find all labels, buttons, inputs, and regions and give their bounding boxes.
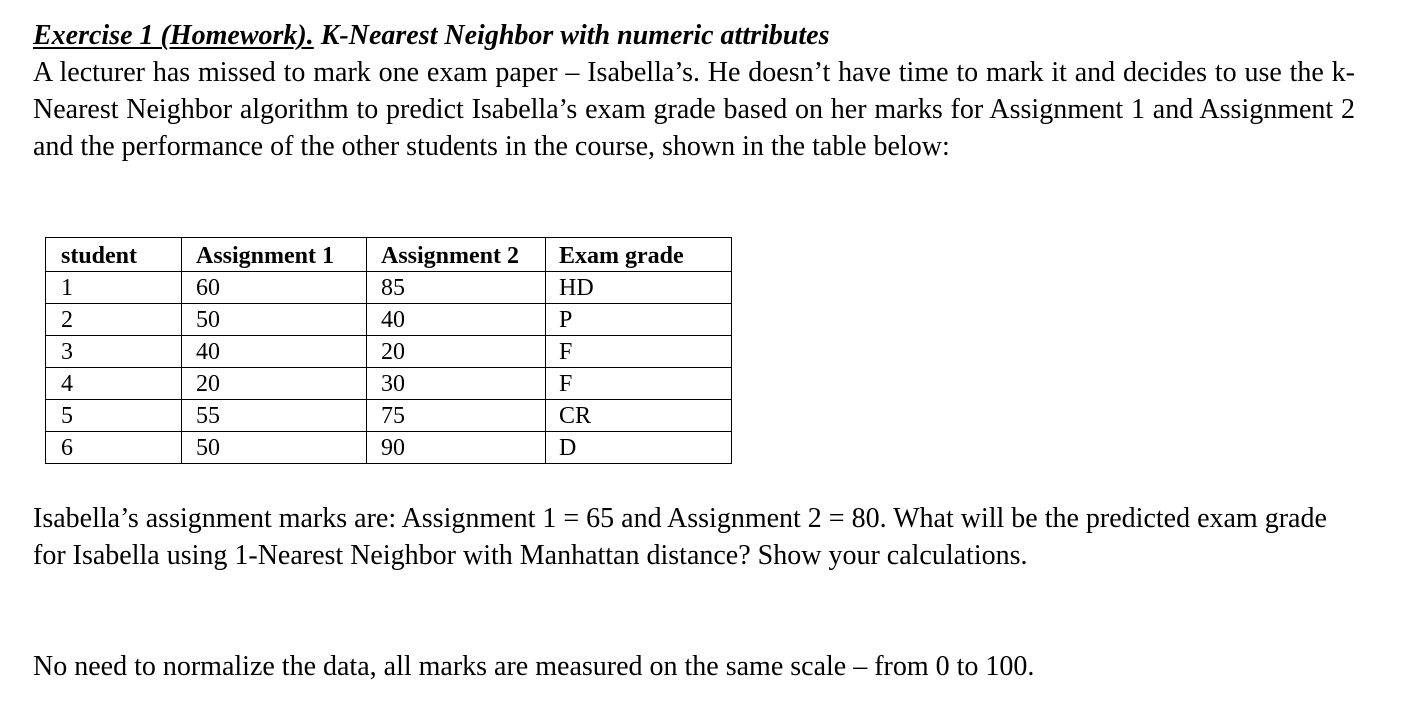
table-row xyxy=(46,304,732,336)
cell-student: 1 xyxy=(46,272,182,304)
table-row xyxy=(46,432,732,464)
cell-assignment-1: 50 xyxy=(182,304,367,336)
cell-exam-grade: F xyxy=(546,368,732,400)
cell-exam-grade: P xyxy=(546,304,732,336)
cell-assignment-2: 85 xyxy=(367,272,546,304)
cell-assignment-1: 20 xyxy=(182,368,367,400)
table-row xyxy=(46,368,732,400)
table-header-row xyxy=(46,238,732,272)
cell-assignment-2: 30 xyxy=(367,368,546,400)
intro-paragraph: A lecturer has missed to mark one exam paper – Isabella’s. He doesn’t have time to mark it and decides to use the k-Nearest Neighbor algorithm to predict Isabella’s exam grade based on her marks for Assignment 1 and Assignment 2 and the performance of the other students in the course, shown in the table below: xyxy=(33,57,1355,162)
cell-assignment-2: 40 xyxy=(367,304,546,336)
table-row xyxy=(46,336,732,368)
cell-assignment-2: 75 xyxy=(367,400,546,432)
cell-exam-grade: HD xyxy=(546,272,732,304)
cell-student: 3 xyxy=(46,336,182,368)
cell-assignment-1: 40 xyxy=(182,336,367,368)
column-header-student: student xyxy=(46,238,182,272)
cell-exam-grade: F xyxy=(546,336,732,368)
table-row xyxy=(46,272,732,304)
student-grades-table xyxy=(45,237,732,464)
note-paragraph: No need to normalize the data, all marks are measured on the same scale – from 0 to 100. xyxy=(33,651,1035,682)
cell-assignment-1: 55 xyxy=(182,400,367,432)
cell-assignment-2: 90 xyxy=(367,432,546,464)
column-header-assignment-2: Assignment 2 xyxy=(367,238,546,272)
cell-student: 6 xyxy=(46,432,182,464)
column-header-exam-grade: Exam grade xyxy=(546,238,732,272)
exercise-heading xyxy=(33,18,1355,54)
cell-assignment-2: 20 xyxy=(367,336,546,368)
question-paragraph: Isabella’s assignment marks are: Assignment 1 = 65 and Assignment 2 = 80. What will be the predicted exam grade for Isabella using 1-Nearest Neighbor with Manhattan distance? Show your calculations. xyxy=(33,503,1327,571)
exercise-title: K-Nearest Neighbor with numeric attributes xyxy=(313,20,830,51)
cell-exam-grade: CR xyxy=(546,400,732,432)
cell-student: 5 xyxy=(46,400,182,432)
cell-student: 4 xyxy=(46,368,182,400)
exercise-label: Exercise 1 (Homework). xyxy=(33,20,314,51)
cell-exam-grade: D xyxy=(546,432,732,464)
cell-assignment-1: 50 xyxy=(182,432,367,464)
cell-assignment-1: 60 xyxy=(182,272,367,304)
cell-student: 2 xyxy=(46,304,182,336)
document-page xyxy=(33,18,1355,165)
table-row xyxy=(46,400,732,432)
column-header-assignment-1: Assignment 1 xyxy=(182,238,367,272)
